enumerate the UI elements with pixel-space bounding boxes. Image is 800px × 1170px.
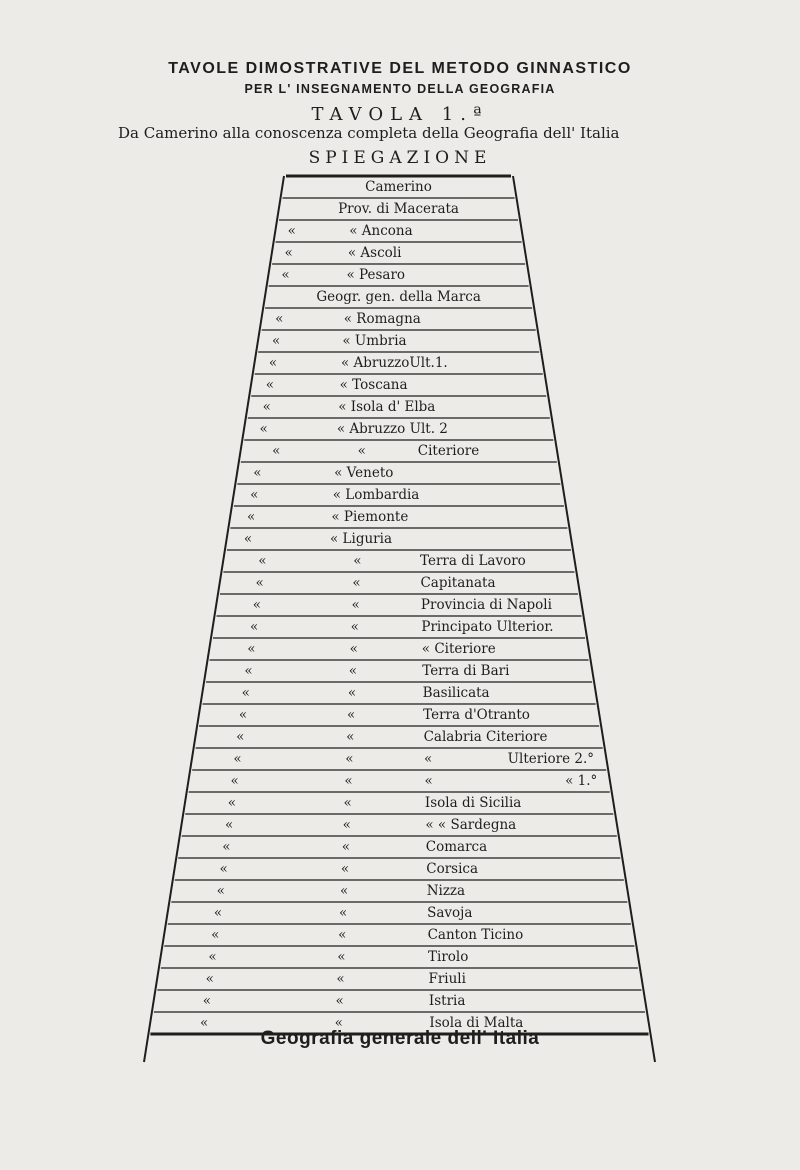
row-cell: «	[338, 927, 347, 943]
row-cell: «	[244, 663, 253, 679]
tavola-label: TAVOLA 1.ª	[311, 104, 489, 125]
row-cell: Camerino	[365, 179, 432, 195]
funnel-row	[251, 374, 547, 396]
row-cell: «	[247, 641, 256, 657]
row-cell: «	[262, 399, 271, 415]
row-cell: «	[287, 223, 296, 239]
funnel-row	[261, 308, 536, 330]
row-cell: «	[271, 333, 281, 349]
row-cell: «	[281, 267, 290, 283]
row-cell: «	[227, 795, 237, 811]
row-cell: «	[284, 245, 293, 261]
funnel-row	[206, 660, 593, 682]
funnel-row	[213, 616, 586, 638]
row-cell: Principato Ulterior.	[421, 619, 554, 635]
row-cell: «	[216, 883, 225, 899]
funnel-row	[268, 264, 529, 286]
row-cell: Tirolo	[428, 949, 469, 965]
row-cell: «	[238, 707, 248, 723]
funnel-row	[234, 484, 565, 506]
row-cell: «	[344, 773, 353, 789]
row-cell: «	[258, 553, 267, 569]
row-cell: «	[265, 377, 274, 393]
row-cell: « AbruzzoUlt.1.	[340, 355, 448, 371]
row-cell: «	[339, 905, 348, 921]
row-cell: « 1.°	[565, 773, 598, 789]
funnel-footer: Geografia generale dell' Italia	[260, 1028, 540, 1049]
row-cell: «	[343, 795, 352, 811]
row-cell: «	[208, 949, 217, 965]
funnel-row	[192, 748, 607, 770]
funnel-row	[185, 792, 614, 814]
funnel-row	[154, 990, 646, 1012]
row-cell: «	[347, 685, 357, 701]
row-cell: Basilicata	[422, 685, 490, 701]
row-cell: «	[342, 817, 351, 833]
row-cell: Isola di Malta	[429, 1015, 524, 1031]
row-cell: Prov. di Macerata	[338, 201, 459, 217]
row-cell: «	[268, 355, 278, 371]
row-cell: « Veneto	[334, 465, 394, 481]
funnel-row	[237, 462, 561, 484]
row-cell: «	[243, 531, 253, 547]
row-cell: « Romagna	[343, 311, 421, 327]
row-cell: Capitanata	[420, 575, 496, 591]
row-cell: «	[272, 443, 281, 459]
row-cell: «	[252, 597, 262, 613]
spiegazione-heading: SPIEGAZIONE	[308, 148, 492, 168]
row-cell: Geogr. gen. della Marca	[316, 289, 481, 305]
funnel-row	[171, 880, 628, 902]
funnel-row	[178, 836, 621, 858]
row-cell: « Lombardia	[332, 487, 420, 503]
funnel-row	[202, 682, 596, 704]
row-cell: Provincia di Napoli	[420, 597, 552, 613]
row-cell: «	[424, 773, 433, 789]
row-cell: «	[339, 883, 349, 899]
row-cell: «	[222, 839, 231, 855]
row-cell: «	[200, 1015, 209, 1031]
funnel-row	[241, 440, 558, 462]
row-cell: «	[255, 575, 264, 591]
funnel-row	[265, 286, 533, 308]
row-cell: « Piemonte	[331, 509, 409, 525]
funnel-row	[275, 220, 522, 242]
row-cell: Friuli	[428, 971, 466, 987]
funnel-row	[230, 506, 568, 528]
funnel-row	[282, 176, 515, 198]
row-cell: « Abruzzo Ult. 2	[336, 421, 448, 437]
row-cell: « Isola d' Elba	[338, 399, 436, 415]
row-cell: «	[349, 641, 358, 657]
row-cell: «	[337, 949, 346, 965]
row-cell: Isola di Sicilia	[424, 795, 522, 811]
funnel-row	[209, 638, 589, 660]
row-cell: «	[336, 971, 345, 987]
row-cell: «	[249, 619, 259, 635]
funnel-row	[220, 572, 579, 594]
row-cell: Istria	[428, 993, 466, 1009]
funnel-row	[272, 242, 526, 264]
funnel-row	[223, 550, 575, 572]
funnel-row	[279, 198, 519, 220]
row-cell: «	[346, 729, 355, 745]
row-cell: Ulteriore 2.°	[507, 751, 594, 767]
funnel-row	[199, 704, 600, 726]
row-cell: Calabria Citeriore	[423, 729, 548, 745]
funnel-row	[227, 528, 572, 550]
row-cell: «	[246, 509, 256, 525]
funnel-row	[157, 968, 642, 990]
row-cell: «	[241, 685, 250, 701]
row-cell: «	[351, 597, 360, 613]
funnel-row	[247, 396, 550, 418]
row-cell: «	[213, 905, 223, 921]
row-cell: «	[341, 839, 350, 855]
row-cell: Terra di Bari	[422, 663, 510, 679]
row-cell: «	[236, 729, 245, 745]
row-cell: «	[224, 817, 234, 833]
row-cell: «	[202, 993, 212, 1009]
row-cell: Comarca	[425, 839, 488, 855]
row-cell: « Toscana	[339, 377, 408, 393]
row-cell: «	[205, 971, 214, 987]
row-cell: « Ascoli	[347, 245, 402, 261]
row-cell: «	[253, 465, 262, 481]
row-cell: Canton Ticino	[427, 927, 524, 943]
row-cell: «	[352, 575, 361, 591]
row-cell: «	[347, 707, 356, 723]
funnel-row	[181, 814, 617, 836]
row-cell: «	[233, 751, 242, 767]
row-cell: « Umbria	[342, 333, 407, 349]
funnel-row	[161, 946, 639, 968]
funnel-row	[164, 924, 635, 946]
row-cell: «	[335, 993, 344, 1009]
funnel-row	[216, 594, 582, 616]
funnel-row	[254, 352, 543, 374]
row-cell: «	[340, 861, 350, 877]
funnel-row	[195, 726, 603, 748]
row-cell: «	[357, 443, 366, 459]
row-cell: Terra di Lavoro	[420, 553, 526, 569]
funnel-row	[258, 330, 540, 352]
row-cell: Corsica	[426, 861, 478, 877]
funnel-row	[244, 418, 554, 440]
funnel-row	[174, 858, 624, 880]
row-cell: «	[345, 751, 354, 767]
tavola-description: Da Camerino alla conoscenza completa della Geografia dell' Italia	[118, 124, 620, 142]
row-cell: «	[219, 861, 228, 877]
row-cell: «	[350, 619, 359, 635]
row-cell: «	[259, 421, 268, 437]
funnel-row	[168, 902, 632, 924]
row-cell: «	[424, 751, 433, 767]
row-cell: Nizza	[426, 883, 466, 899]
row-cell: Citeriore	[417, 443, 480, 459]
row-cell: « Ancona	[349, 223, 413, 239]
header-title: TAVOLE DIMOSTRATIVE DEL METODO GINNASTICO	[168, 60, 632, 77]
funnel-row	[188, 770, 610, 792]
row-cell: Savoja	[427, 905, 473, 921]
row-cell: «	[275, 311, 284, 327]
row-cell: « « Sardegna	[425, 817, 517, 833]
header-subtitle: PER L' INSEGNAMENTO DELLA GEOGRAFIA	[244, 82, 556, 96]
row-cell: « Citeriore	[421, 641, 496, 657]
row-cell: «	[334, 1015, 343, 1031]
row-cell: Terra d'Otranto	[423, 707, 530, 723]
row-cell: «	[348, 663, 358, 679]
row-cell: «	[250, 487, 259, 503]
row-cell: «	[211, 927, 220, 943]
row-cell: « Pesaro	[346, 267, 406, 283]
row-cell: « Liguria	[330, 531, 392, 547]
row-cell: «	[353, 553, 362, 569]
row-cell: «	[230, 773, 239, 789]
